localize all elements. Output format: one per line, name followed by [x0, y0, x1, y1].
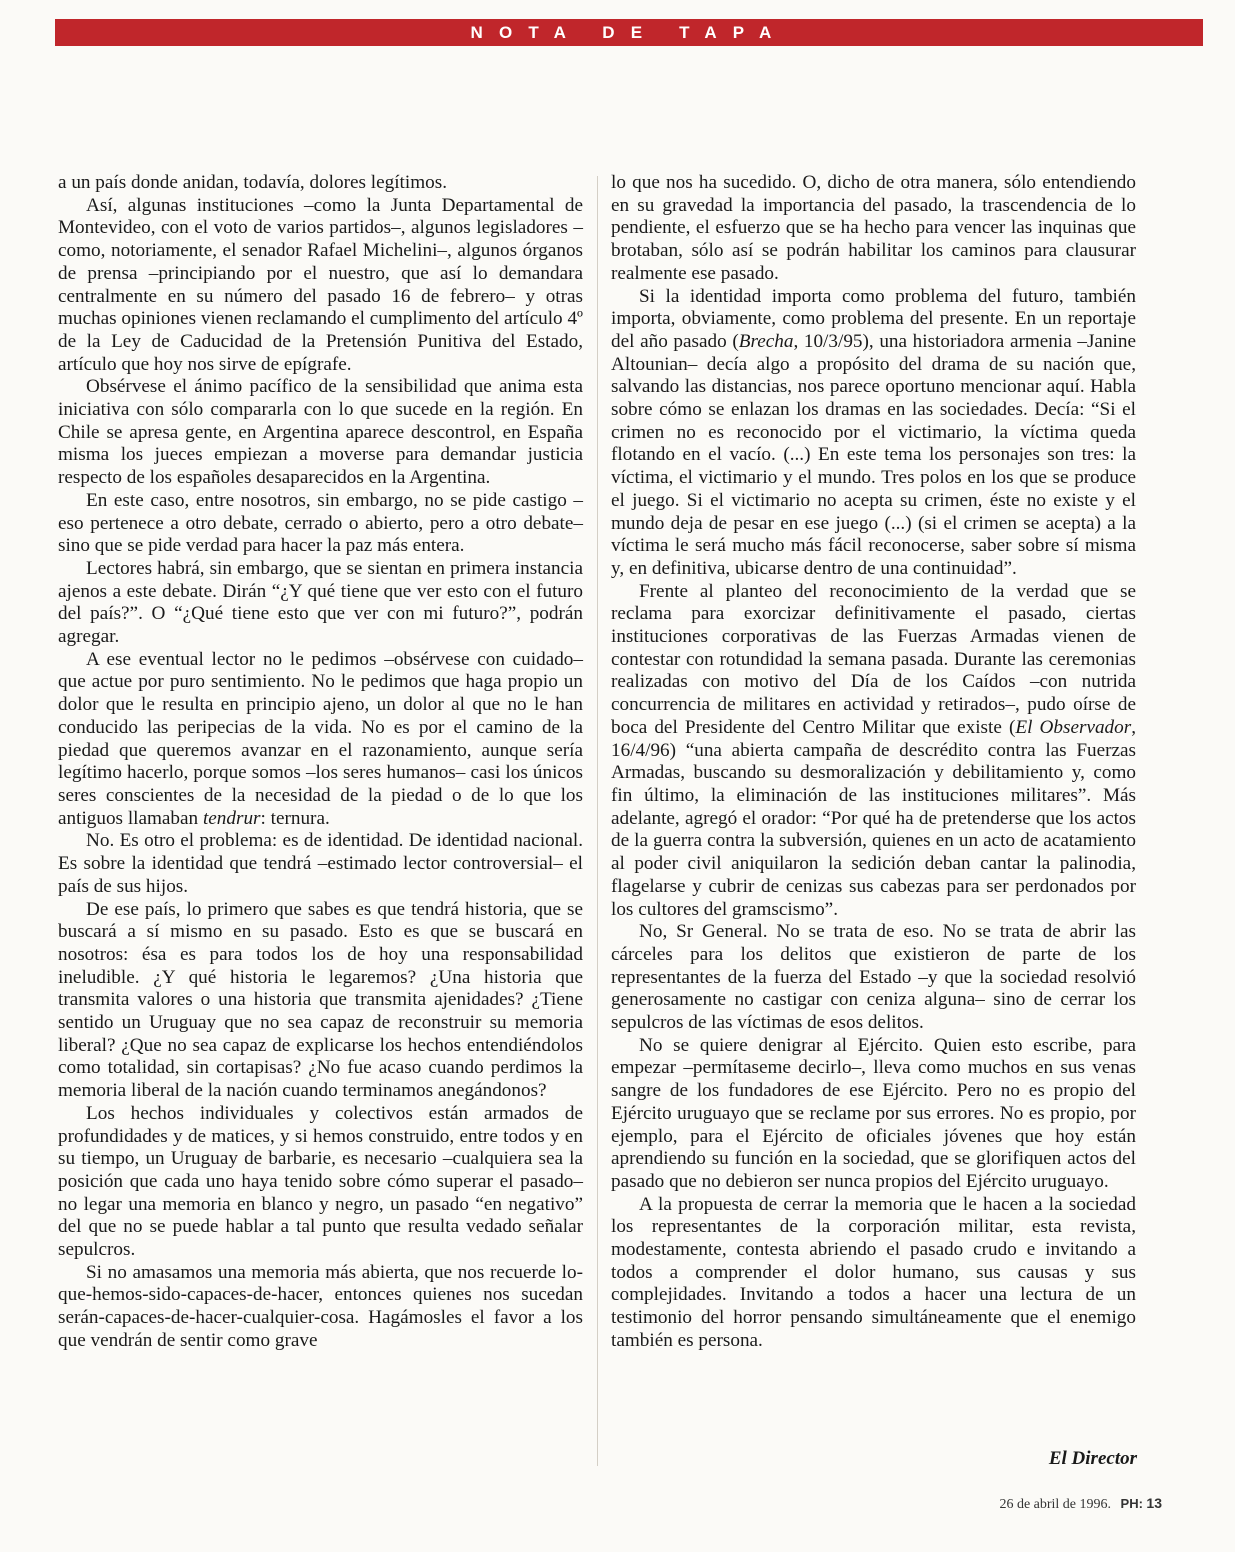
paragraph: No se quiere denigrar al Ejército. Quien esto escribe, para empezar –permítaseme decirlo–, lleva como muchos en sus venas sangre de los fundadores de ese Ejército. Pero no es propio del Ejército uruguayo que se reclame por sus errores. No es propio, por ejemplo, para el Ejército de oficiales jóvenes que hoy están aprendiendo su función en la sociedad, que se glorifiquen actos del pasado que no debieron ser nunca propios del Ejército uruguayo. — [611, 1034, 1136, 1192]
paragraph: Los hechos individuales y colectivos están armados de profundidades y de matices, y si hemos construido, entre todos y en su tiempo, un Uruguay de barbarie, es necesario –cualquiera sea la posición que cada uno haya tenido sobre cómo superar el pasado– no legar una memoria en blanco y negro, un pasado “en negativo” del que no se puede hablar a tal punto que resulta vedado señalar sepulcros. — [58, 1102, 583, 1261]
paragraph-text: Si la identidad importa como problema del futuro, también importa, obviamente, como problema del presente. En un reportaje del año pasado ( — [611, 285, 1136, 352]
article-column-right — [611, 172, 1136, 1353]
section-label: NOTA DE TAPA — [470, 23, 788, 42]
italic-term: tendrur — [202, 807, 261, 829]
column-divider — [597, 176, 598, 1466]
page-number: 13 — [1146, 1495, 1162, 1511]
paragraph: A la propuesta de cerrar la memoria que le hacen a la sociedad los representantes de la corporación militar, esta revista, modestamente, contesta abriendo el pasado crudo e invitando a todos a comprender el dolor humano, sus causas y sus complejidades. Invitando a todos a hacer una lectura de un testimonio del horror pensando simultáneamente que el enemigo también es persona. — [611, 1193, 1136, 1351]
article-column-left — [58, 172, 583, 1353]
author-signature: El Director — [1048, 1448, 1137, 1469]
issue-date: 26 de abril de 1996. — [999, 1497, 1112, 1512]
publication-mark: PH: — [1120, 1496, 1143, 1511]
paragraph: No. Es otro el problema: es de identidad. De identidad nacional. Es sobre la identidad que tendrá –estimado lector controversial– el país de sus hijos. — [58, 830, 583, 897]
paragraph-text: , 16/4/96) “una abierta campaña de descrédito contra las Fuerzas Armadas, buscando su desmoralización y debilitamiento y, como fin último, la eliminación de las instituciones militares”. Más adelante, agregó el orador: “Por qué ha de pretenderse que los actos de la guerra contra la subversión, quienes en un acto de acatamiento al poder civil aniquilaron la sedición deban cantar la palinodia, flagelarse y cubrir de cenizas sus cabezas para ser perdonados por los cultores del gramscismo”. — [611, 716, 1137, 920]
section-banner — [55, 19, 1203, 46]
paragraph: lo que nos ha sucedido. O, dicho de otra manera, sólo entendiendo en su gravedad la importancia del pasado, la trascendencia de lo pendiente, el esfuerzo que se ha hecho para vencer las inquinas que brotaban, sólo así se podrán habilitar los caminos para clausurar realmente ese pasado. — [611, 172, 1136, 284]
paragraph: Obsérvese el ánimo pacífico de la sensibilidad que anima esta iniciativa con sólo compararla con lo que sucede en la región. En Chile se apresa gente, en Argentina aparece descontrol, en España misma los jueces empiezan a moverse para demandar justicia respecto de los españoles desaparecidos en la Argentina. — [58, 376, 583, 489]
paragraph-text: : ternura. — [260, 807, 330, 829]
paragraph: De ese país, lo primero que sabes es que tendrá historia, que se buscará a sí mismo en su pasado. Esto es que se buscará en nosotros: ésa es para todos los de hoy una responsabilidad ineludible. ¿Y qué historia le legaremos? ¿Una historia que transmita valores o una historia que transmita ajenidades? ¿Tiene sentido un Uruguay que no sea capaz de reconstruir su memoria liberal? ¿Que no sea capaz de explicarse los hechos entendiéndolos como totalidad, sin cortapisas? ¿No fue acaso cuando perdimos la memoria liberal de la nación cuando terminamos anegándonos? — [58, 898, 583, 1102]
paragraph: Así, algunas instituciones –como la Junta Departamental de Montevideo, con el voto de varios partidos–, algunos legisladores –como, notoriamente, el senador Rafael Michelini–, algunos órganos de prensa –principiando por el nuestro, que así lo demandara centralmente en su número del pasado 16 de febrero– y otras muchas opiniones vienen reclamando el cumplimento del artículo 4º de la Ley de Caducidad de la Pretensión Punitiva del Estado, artículo que hoy nos sirve de epígrafe. — [58, 194, 583, 375]
paragraph: No, Sr General. No se trata de eso. No se trata de abrir las cárceles para los delitos que existieron de parte de los representantes de la fuerza del Estado –y que la sociedad resolvió generosamente no castigar con ceniza alguna– sino de cerrar los sepulcros de las víctimas de esos delitos. — [611, 921, 1136, 1034]
paragraph: a un país donde anidan, todavía, dolores legítimos. — [58, 172, 447, 193]
paragraph-text: A ese eventual lector no le pedimos –obsérvese con cuidado– que actue por puro sentimiento. No le pedimos que haga propio un dolor que le resulta en principio ajeno, un dolor al que no le han conducido las peripecias de la vida. No es por el camino de la piedad que queremos avanzar en el razonamiento, aunque sería legítimo hacerlo, porque somos –los seres humanos– casi los únicos seres conscientes de la necesidad de la piedad o de lo que los antiguos llamaban — [58, 648, 583, 829]
italic-source: Brecha — [738, 330, 794, 352]
paragraph: Si no amasamos una memoria más abierta, que nos recuerde lo-que-hemos-sido-capaces-de-hacer, entonces quienes nos sucedan serán-capaces-de-hacer-cualquier-cosa. Hagámosles el favor a los que vendrán de sentir como grave — [58, 1261, 583, 1351]
paragraph-text: Frente al planteo del reconocimiento de la verdad que se reclama para exorcizar definitivamente el pasado, ciertas instituciones corporativas de las Fuerzas Armadas vienen de contestar con rotundidad la semana pasada. Durante las ceremonias realizadas con motivo del Día de los Caídos –con nutrida concurrencia de militares en actividad y retirados–, pudo oírse de boca del Presidente del Centro Militar que existe ( — [611, 580, 1136, 738]
paragraph-text: , 10/3/95), una historiadora armenia –Janine Altounian– decía algo a propósito del drama de su nación que, salvando las distancias, nos parece oportuno mencionar aquí. Habla sobre cómo se enlazan los dramas en las sociedades. Decía: “Si el crimen no es reconocido por el victimario, la víctima queda flotando en el vacío. (...) En este tema los personajes son tres: la víctima, el victimario y el mundo. Tres polos en los que se produce el juego. Si el victimario no acepta su crimen, éste no existe y el mundo deja de pesar en ese juego (...) (si el crimen se acepta) a la víctima le será mucho más fácil reconocerse, saber sobre sí misma y, en definitiva, ubicarse dentro de una continuidad”. — [611, 330, 1136, 579]
paragraph — [611, 581, 1136, 922]
paragraph — [58, 649, 583, 831]
paragraph: En este caso, entre nosotros, sin embargo, no se pide castigo –eso pertenece a otro debate, cerrado o abierto, pero a otro debate– sino que se pide verdad para hacer la paz más entera. — [58, 489, 583, 557]
italic-source: El Observador — [1015, 716, 1132, 738]
paragraph: Lectores habrá, sin embargo, que se sientan en primera instancia ajenos a este debate. Dirán “¿Y qué tiene que ver esto con el futuro del país?”. O “¿Qué tiene esto que ver con mi futuro?”, podrán agregar. — [58, 557, 583, 648]
page-footer — [999, 1495, 1162, 1513]
paragraph — [611, 286, 1136, 581]
